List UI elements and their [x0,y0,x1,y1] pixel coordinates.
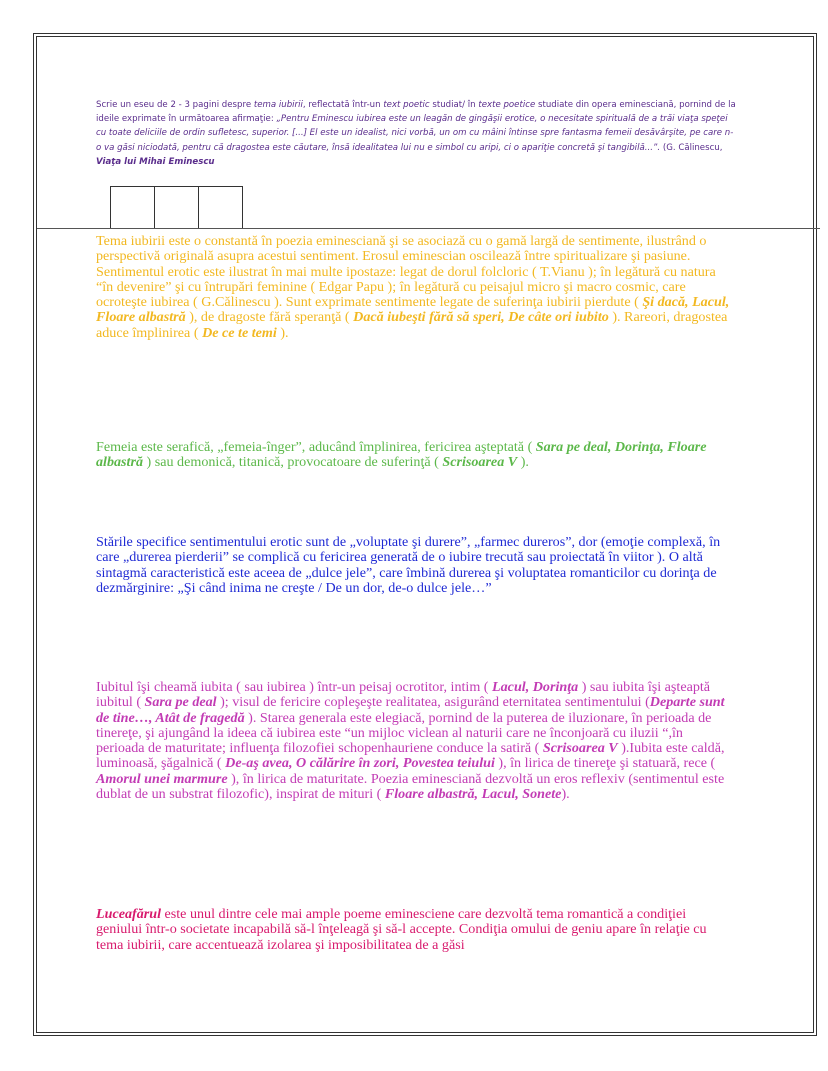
essay-prompt: Scrie un eseu de 2 - 3 pagini despre tema iubirii, reflectată într-un text poetic studiat/ în texte poetice studiate din opera eminesciană, pornind de la ideile exprimate în următoarea afirmaţie: „Pentru Eminescu iubirea este un leagăn de gingăşii erotice, o necesitate spirituală de a trăi viaţa speţei cu toate deliciile de ordin sufletesc, superior. [...] El este un idealist, nici vorbă, un om cu mâini întinse spre fantasma femeii desăvârşite, pe care n-o va găsi niciodată, pentru că dragostea este căutare, însă idealitatea lui nu e simbol cu aripi, ci o apariţie concretă şi tangibilă...”. (G. Călinescu, Viaţa lui Mihai Eminescu [96,100,736,167]
paragraph-theme-intro: Tema iubirii este o constantă în poezia eminesciană şi se asociază cu o gamă largă de sentimente, ilustrând o perspectivă originală asupra acestui sentiment. Erosul eminescian oscilează între spiritualizare şi pasiune. Sentimentul erotic este ilustrat în mai multe ipostaze: legat de dorul folcloric ( T.Vianu ); în legătură cu natura “în devenire” şi cu întrupări feminine ( Edgar Papu ); în legătură cu peisajul micro şi macro cosmic, care ocroteşte iubirea ( G.Călinescu ). Sunt exprimate sentimente legate de suferinţa iubirii pierdute ( Şi dacă, Lacul, Floare albastră ), de dragoste fără speranţă ( Dacă iubeşti fără să speri, De câte ori iubito ). Rareori, dragostea aduce împlinirea ( De ce te temi ). [96,233,730,341]
prompt-quote: „Pentru Eminescu iubirea este un leagăn de gingăşii erotice, o necesitate spirituală de a trăi viaţa speţei cu toate deliciile de ordin sufletesc, superior. [...] El este un idealist, nici vorbă, un om cu mâini întinse spre fantasma femeii desăvârşite, pe care n-o va găsi niciodată, pentru că dragostea este căutare, însă idealitatea lui nu e simbol cu aripi, ci o apariţie concretă şi tangibilă...”. [96,114,734,153]
score-box [110,186,155,228]
paragraph-erotic-states: Stările specifice sentimentului erotic sunt de „voluptate şi durere”, „farmec dureros”, dor (emoţie complexă, în care „durerea pierderii” se complică cu fericirea generată de o iubire trecută sau proiectată în viitor ). O altă sintagmă caracteristică este aceea de „dulce jele”, care îmbină durerea şi voluptatea romanticilor cu dorinţa de dezmărginire: „Şi când inima ne creşte / De un dor, de-o dulce jele…” [96,534,721,596]
section-divider-tail [814,228,820,229]
prompt-book-title: Viaţa lui Mihai Eminescu [96,156,215,167]
paragraph-woman-image: Femeia este serafică, „femeia-înger”, aducând împlinirea, fericirea aşteptată ( Sara pe deal, Dorinţa, Floare albastră ) sau demonică, titanică, provocatoare de suferinţă ( Scrisoarea V ). [96,439,707,471]
paragraph-lover-setting: Iubitul îşi cheamă iubita ( sau iubirea ) într-un peisaj ocrotitor, intim ( Lacul, Dorinţa ) sau iubita îşi aşteaptă iubitul ( Sara pe deal ); visul de fericire copleşeşte realitatea, asigurând eternitatea sentimentului (Departe sunt de tine…, Atât de fragedă ). Starea generala este elegiacă, pornind de la puterea de iluzionare, în perioada de tinereţe, şi ajungând la ideea că iubirea este “un mijloc viclean al naturii care ne înconjoară cu iluzii “,în perioada de maturitate; influenţa filozofiei schopenhauriene conduce la satiră ( Scrisoarea V ).Iubita este caldă, luminoasă, şăgalnică ( De-aş avea, O călărire în zori, Povestea teiului ), în lirica de tinereţe şi statuară, rece ( Amorul unei marmure ), în lirica de maturitate. Poezia eminesciană dezvoltă un eros reflexiv (sentimentul este dublat de un substrat filozofic), inspirat de mituri ( Floare albastră, Lacul, Sonete). [96,679,725,803]
score-box [198,186,243,228]
section-divider [37,228,814,229]
paragraph-luceafarul: Luceafărul este unul dintre cele mai ample poeme eminesciene care dezvoltă tema romantică a condiţiei geniului într-o societate incapabilă să-l înţeleagă şi să-l accepte. Condiţia omului de geniu apare în relaţie cu tema iubirii, care accentuează izolarea şi imposibilitatea de a găsi [96,906,707,953]
score-boxes [110,186,242,228]
score-box [154,186,199,228]
